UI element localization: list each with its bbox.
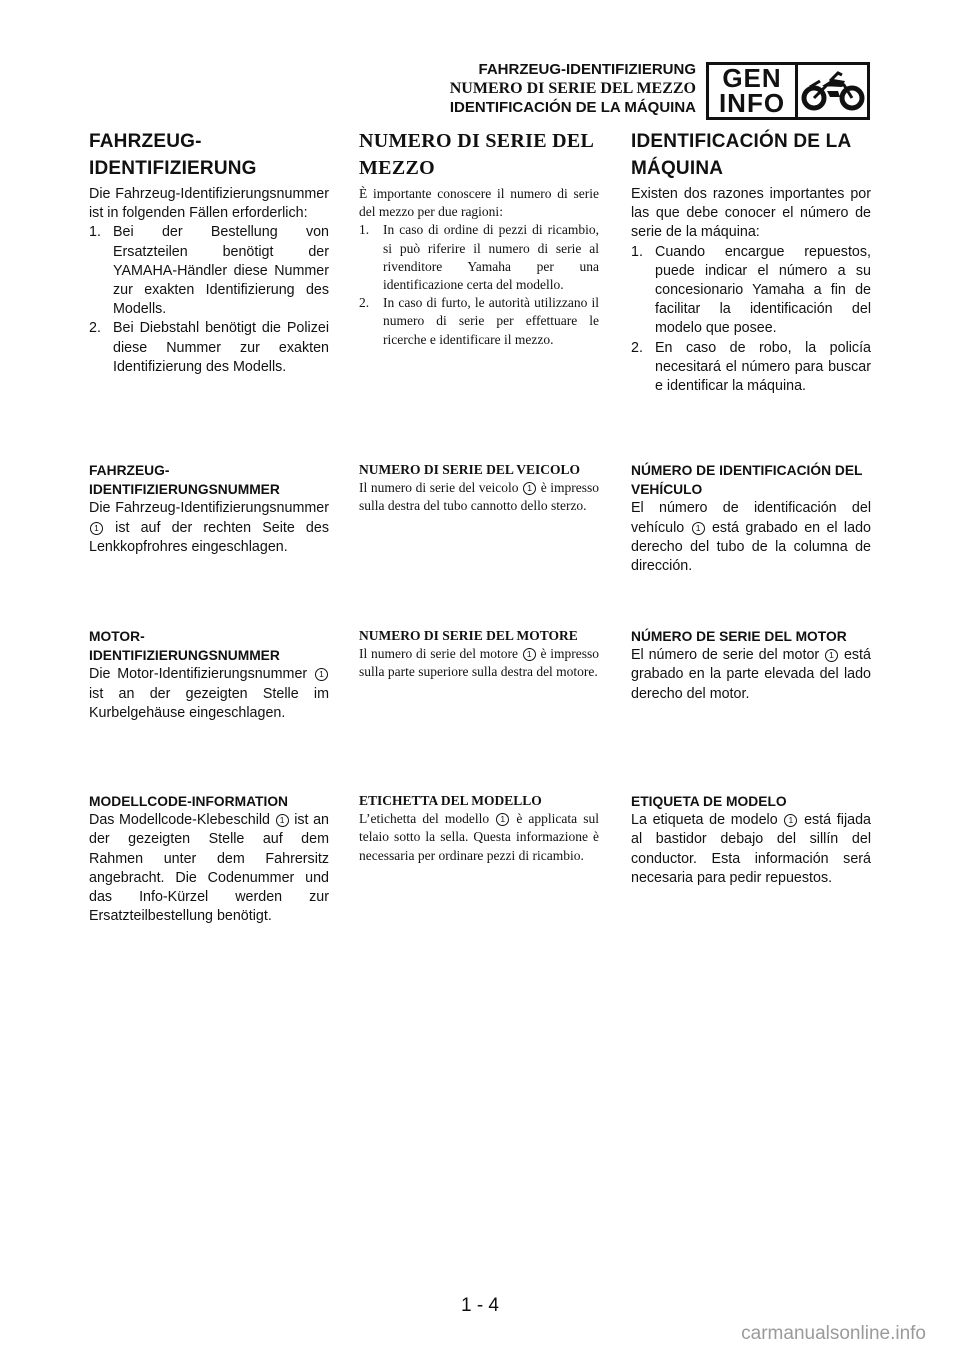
subsection-title: MOTOR-IDENTIFIZIERUNGSNUMMER xyxy=(89,629,280,664)
ref-marker-1: 1 xyxy=(315,668,328,681)
ref-marker-1: 1 xyxy=(692,522,705,535)
subsection-title: NÚMERO DE IDENTIFICACIÓN DEL VEHÍCULO xyxy=(631,463,863,498)
ref-marker-1: 1 xyxy=(496,813,509,826)
list-item: 1. In caso di ordine di pezzi di ricambio, si può riferire il numero di serie al rivenditore Yamaha per una identificazione certa del modello. xyxy=(359,222,599,293)
ref-marker-1: 1 xyxy=(90,522,103,535)
page-header-titles xyxy=(450,60,696,117)
header-title-it: NUMERO DI SERIE DEL MEZZO xyxy=(449,80,696,97)
subsection-title: FAHRZEUG-IDENTIFIZIERUNGSNUMMER xyxy=(89,463,280,498)
header-title-es: IDENTIFICACIÓN DE LA MÁQUINA xyxy=(449,99,696,116)
column-spanish xyxy=(631,128,871,396)
badge-gen: GEN xyxy=(722,63,782,93)
column-german xyxy=(89,128,329,377)
motorcycle-icon xyxy=(798,65,867,117)
subsection-title: NUMERO DI SERIE DEL MOTORE xyxy=(359,628,578,643)
es-model-label-section xyxy=(631,792,871,888)
es-vehicle-number-section xyxy=(631,461,871,576)
ref-marker-1: 1 xyxy=(523,648,536,661)
de-model-label-section xyxy=(89,792,329,926)
subsection-text: Das Modellcode-Klebeschild 1 ist an der gezeigten Stelle auf dem Rahmen unter dem Fahrersitz angebracht. Die Codenummer und das Info-Kürzel werden zur Ersatzteilbestellung benötigt. xyxy=(89,812,329,925)
subsection-text: El número de serie del motor 1 está grabado en la parte elevada del lado derecho del motor. xyxy=(631,647,871,702)
intro-text: Die Fahrzeug-Identifizierungsnummer ist in folgenden Fällen erforderlich: xyxy=(89,186,329,222)
column-italian xyxy=(359,128,599,349)
it-engine-number-section xyxy=(359,627,599,682)
intro-text: È importante conoscere il numero di serie del mezzo per due ragioni: xyxy=(359,186,599,220)
ref-marker-1: 1 xyxy=(276,814,289,827)
ref-marker-1: 1 xyxy=(523,482,536,495)
subsection-title: NUMERO DI SERIE DEL VEICOLO xyxy=(359,462,581,477)
page-number: 1 - 4 xyxy=(460,1295,500,1316)
section-title: NUMERO DI SERIE DEL MEZZO xyxy=(359,130,594,179)
subsection-title: ETIQUETA DE MODELO xyxy=(631,794,787,809)
list-item: 1. Cuando encargue repuestos, puede indicar el número a su concesionario Yamaha a fin de facilitar la identificación del modelo que posee. xyxy=(631,243,871,337)
section-title: IDENTIFICACIÓN DE LA MÁQUINA xyxy=(631,131,851,179)
subsection-text: El número de identificación del vehículo 1 está grabado en el lado derecho del tubo de la columna de dirección. xyxy=(631,500,871,575)
subsection-text: La etiqueta de modelo 1 está fijada al bastidor debajo del sillín del conductor. Esta información será necesaria para pedir repuestos. xyxy=(631,812,871,886)
gen-info-badge xyxy=(706,62,870,120)
ref-marker-1: 1 xyxy=(825,649,838,662)
intro-text: Existen dos razones importantes por las que debe conocer el número de serie de la máquina: xyxy=(631,186,871,241)
watermark: carmanualsonline.info xyxy=(741,1323,926,1344)
list-item: 2. En caso de robo, la policía necesitará el número para buscar e identificar la máquina. xyxy=(631,339,871,395)
ref-marker-1: 1 xyxy=(784,814,797,827)
de-vehicle-number-section xyxy=(89,461,329,557)
subsection-title: ETICHETTA DEL MODELLO xyxy=(359,793,542,808)
subsection-text: L’etichetta del modello 1 è applicata sul telaio sotto la sella. Questa informazione è necessaria per ordinare pezzi di ricambio. xyxy=(359,811,599,863)
subsection-text: Die Motor-Identifizierungsnummer 1 ist an der gezeigten Stelle im Kurbelgehäuse eingeschlagen. xyxy=(89,666,329,721)
list-item: 2. In caso di furto, le autorità utilizzano il numero di serie per effettuare le ricerche e identificare il mezzo. xyxy=(359,295,599,347)
it-vehicle-number-section xyxy=(359,461,599,516)
badge-text xyxy=(709,65,798,117)
badge-info: INFO xyxy=(718,88,786,118)
subsection-title: MODELLCODE-INFORMATION xyxy=(89,794,289,809)
subsection-text: Il numero di serie del motore 1 è impresso sulla parte superiore sulla destra del motore. xyxy=(359,646,600,680)
subsection-title: NÚMERO DE SERIE DEL MOTOR xyxy=(631,629,847,644)
list-item: 1. Bei der Bestellung von Ersatzteilen benötigt der YAMAHA-Händler diese Nummer zur exakten Identifizierung des Modells. xyxy=(89,224,329,318)
it-model-label-section xyxy=(359,792,599,865)
subsection-text: Il numero di serie del veicolo 1 è impresso sulla destra del tubo cannotto dello sterzo. xyxy=(359,480,600,514)
de-engine-number-section xyxy=(89,627,329,723)
section-title: FAHRZEUG-IDENTIFIZIERUNG xyxy=(89,131,257,179)
list-item: 2. Bei Diebstahl benötigt die Polizei diese Nummer zur exakten Identifizierung des Modells. xyxy=(89,320,329,375)
es-engine-number-section xyxy=(631,627,871,704)
header-title-de: FAHRZEUG-IDENTIFIZIERUNG xyxy=(478,61,696,78)
subsection-text: Die Fahrzeug-Identifizierungsnummer 1 ist auf der rechten Seite des Lenkkopfrohres eingeschlagen. xyxy=(89,500,329,555)
